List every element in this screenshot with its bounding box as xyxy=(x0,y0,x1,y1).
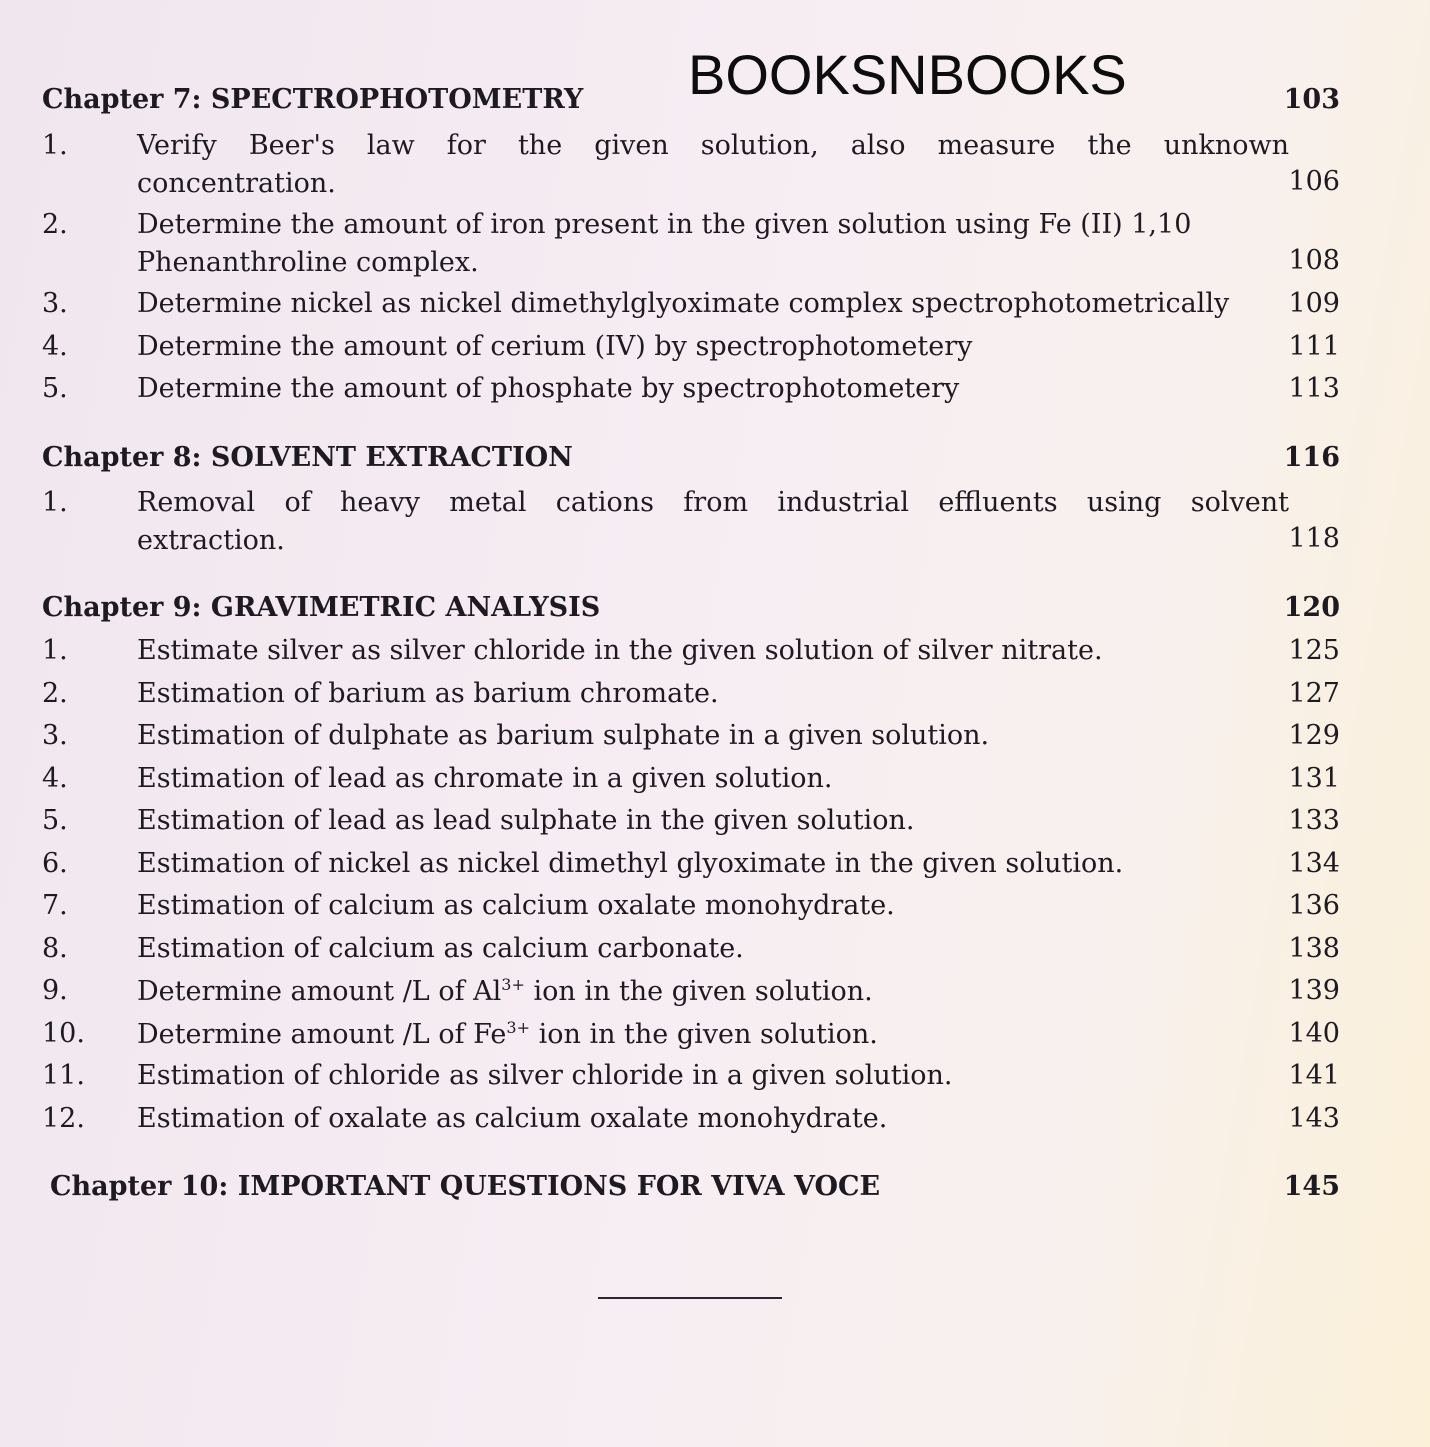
entry-text: Determine the amount of phosphate by spectrophotometery xyxy=(137,373,960,404)
entry-text: Determine the amount of cerium (IV) by spectrophotometery xyxy=(137,331,973,362)
entry-number: 11. xyxy=(42,1060,85,1091)
chapter-title: Chapter 8: SOLVENT EXTRACTION xyxy=(42,442,573,473)
entry-number: 4. xyxy=(42,763,68,794)
entry-text: Estimation of barium as barium chromate. xyxy=(137,678,719,709)
entry-page: 109 xyxy=(1288,288,1340,319)
chapter-page: 120 xyxy=(1283,592,1340,623)
entry-number: 2. xyxy=(42,678,68,709)
entry-page: 136 xyxy=(1288,890,1340,921)
entry-number: 1. xyxy=(42,635,68,666)
watermark: BOOKSNBOOKS xyxy=(688,43,1127,106)
entry-number: 4. xyxy=(42,331,68,362)
entry-page: 125 xyxy=(1288,635,1340,666)
entry-number: 8. xyxy=(42,933,68,964)
entry-page: 106 xyxy=(1288,166,1340,197)
entry-page: 108 xyxy=(1288,245,1340,276)
entry-page: 131 xyxy=(1288,763,1340,794)
entry-page: 129 xyxy=(1288,720,1340,751)
entry-text: Estimation of dulphate as barium sulphate in a given solution. xyxy=(137,720,990,751)
entry-number: 5. xyxy=(42,805,68,836)
entry-page: 134 xyxy=(1288,848,1340,879)
chapter-heading xyxy=(50,1171,1340,1211)
entry-number: 12. xyxy=(42,1103,85,1134)
ion-charge: 3+ xyxy=(506,1018,530,1037)
entry-number: 10. xyxy=(42,1018,85,1049)
entry-number: 3. xyxy=(42,288,68,319)
entry-text-rest: ion in the given solution. xyxy=(530,1019,878,1050)
chapter-heading xyxy=(42,592,1340,632)
entry-text: Estimation of nickel as nickel dimethyl glyoximate in the given solution. xyxy=(137,848,1124,879)
entry-text: Estimation of chloride as silver chloride in a given solution. xyxy=(137,1060,953,1091)
entry-number: 6. xyxy=(42,848,68,879)
chapter-heading xyxy=(42,84,1340,124)
entry-text-continued: Phenanthroline complex. xyxy=(137,247,479,278)
entry-number: 1. xyxy=(42,130,68,161)
entry-page: 139 xyxy=(1288,975,1340,1006)
entry-text: Estimation of lead as chromate in a given solution. xyxy=(137,763,833,794)
end-divider xyxy=(598,1297,782,1299)
entry-text: Determine nickel as nickel dimethylglyoximate complex spectrophotometrically xyxy=(137,288,1230,319)
chapter-page: 103 xyxy=(1283,84,1340,115)
entry-page: 140 xyxy=(1288,1018,1340,1049)
ion-charge: 3+ xyxy=(501,975,525,994)
entry-page: 143 xyxy=(1288,1103,1340,1134)
entry-number: 9. xyxy=(42,975,68,1006)
entry-text: Removal of heavy metal cations from industrial effluents using solvent xyxy=(137,487,1289,518)
chapter-title: Chapter 9: GRAVIMETRIC ANALYSIS xyxy=(42,592,601,623)
entry-text: Estimation of calcium as calcium oxalate monohydrate. xyxy=(137,890,895,921)
entry-page: 127 xyxy=(1288,678,1340,709)
chapter-title: Chapter 7: SPECTROPHOTOMETRY xyxy=(42,84,584,115)
entry-text xyxy=(137,1018,878,1050)
entry-number: 3. xyxy=(42,720,68,751)
entry-text-main: Determine amount /L of Al xyxy=(137,976,502,1007)
entry-text: Estimation of calcium as calcium carbonate. xyxy=(137,933,744,964)
entry-page: 141 xyxy=(1288,1060,1340,1091)
entry-page: 118 xyxy=(1288,523,1340,554)
entry-text: Estimate silver as silver chloride in the given solution of silver nitrate. xyxy=(137,635,1103,666)
entry-text-continued: concentration. xyxy=(137,168,336,199)
entry-page: 111 xyxy=(1288,331,1340,362)
entry-page: 133 xyxy=(1288,805,1340,836)
chapter-page: 145 xyxy=(1283,1171,1340,1202)
entry-text-rest: ion in the given solution. xyxy=(524,976,873,1007)
entry-number: 1. xyxy=(42,487,68,518)
entry-text: Determine the amount of iron present in the given solution using Fe (II) 1,10 xyxy=(137,209,1192,240)
chapter-title: Chapter 10: IMPORTANT QUESTIONS FOR VIVA VOCE xyxy=(50,1171,881,1202)
entry-text: Estimation of lead as lead sulphate in the given solution. xyxy=(137,805,915,836)
entry-text: Estimation of oxalate as calcium oxalate monohydrate. xyxy=(137,1103,888,1134)
entry-text-main: Determine amount /L of Fe xyxy=(137,1019,507,1050)
chapter-page: 116 xyxy=(1283,442,1340,473)
entry-text xyxy=(137,975,873,1007)
entry-page: 138 xyxy=(1288,933,1340,964)
chapter-heading xyxy=(42,442,1340,482)
entry-number: 5. xyxy=(42,373,68,404)
entry-page: 113 xyxy=(1288,373,1340,404)
entry-number: 2. xyxy=(42,209,68,240)
entry-text: Verify Beer's law for the given solution, also measure the unknown xyxy=(137,130,1289,161)
entry-text-continued: extraction. xyxy=(137,525,285,556)
entry-number: 7. xyxy=(42,890,68,921)
